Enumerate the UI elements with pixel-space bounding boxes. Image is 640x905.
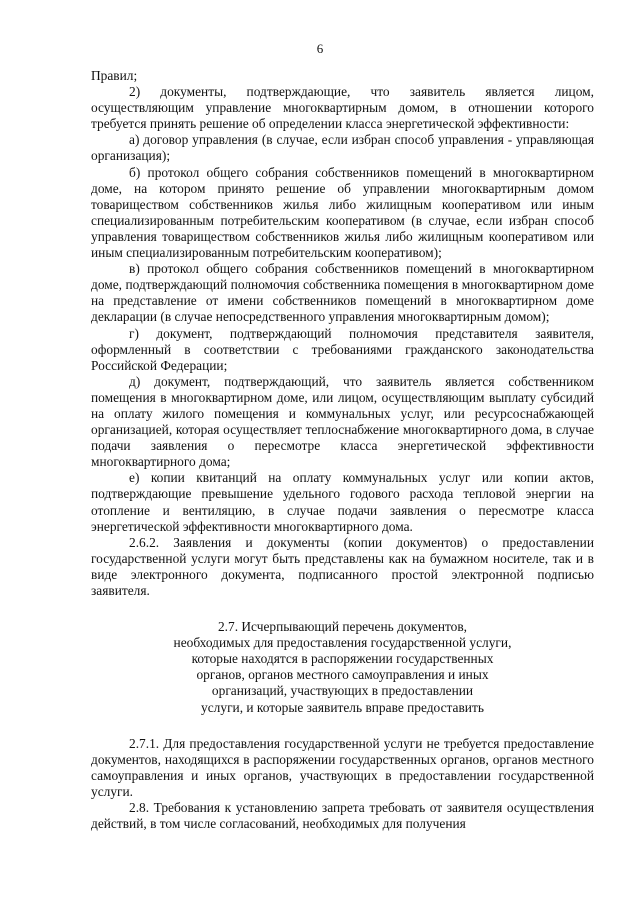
heading-line: органов, органов местного самоуправления и иных: [196, 667, 489, 683]
paragraph-item-2: 2) документы, подтверждающие, что заявитель является лицом, осуществляющим управление многоквартирным домом, в отношении которого требуется принять решение об определении класса энергетической эффективности:: [91, 84, 594, 132]
paragraph-item-b: б) протокол общего собрания собственников помещений в многоквартирном доме, на котором принято решение об управлении многоквартирным домом товариществом собственников жилья либо жилищным кооперативом или иным специализированным потребительским кооперативом (в случае, если избран способ управления товариществом собственников жилья либо жилищным кооперативом или иным специализированным потребительским кооперативом);: [91, 164, 594, 261]
paragraph-rules-end: Правил;: [91, 68, 138, 83]
page-number: 6: [316, 41, 324, 56]
paragraph-2-8: 2.8. Требования к установлению запрета требовать от заявителя осуществления действий, в том числе согласований, необходимых для получения: [91, 800, 594, 832]
paragraph-item-e: е) копии квитанций на оплату коммунальных услуг или копии актов, подтверждающие превышение удельного годового расхода тепловой энергии на отопление и вентиляцию, в случае подачи заявления о пересмотре класса энергетической эффективности многоквартирного дома.: [91, 470, 594, 534]
paragraph-item-a: а) договор управления (в случае, если избран способ управления - управляющая организация);: [91, 132, 594, 164]
heading-line: 2.7. Исчерпывающий перечень документов,: [217, 619, 468, 635]
paragraph-2-7-1: 2.7.1. Для предоставления государственной услуги не требуется предоставление документов, находящихся в распоряжении государственных органов, органов местного самоуправления и иных органов, участвующих в предоставлении государственной услуги.: [91, 735, 594, 799]
paragraph-2-6-2: 2.6.2. Заявления и документы (копии документов) о предоставлении государственной услуги могут быть представлены как на бумажном носителе, так и в виде электронного документа, подписанного простой электронной подписью заявителя.: [91, 534, 594, 598]
paragraph-item-g: г) документ, подтверждающий полномочия представителя заявителя, оформленный в соответствии с требованиями гражданского законодательства Российской Федерации;: [91, 325, 594, 373]
heading-line: организаций, участвующих в предоставлении: [211, 683, 474, 699]
heading-line: услуги, и которые заявитель вправе предоставить: [201, 699, 484, 715]
paragraph-item-v: в) протокол общего собрания собственников помещений в многоквартирном доме, подтверждающий полномочия собственника помещения в многоквартирном доме на представление от имени собственников помещений в многоквартирном доме декларации (в случае непосредственного управления многоквартирным домом);: [91, 261, 594, 325]
document-body: [91, 68, 594, 832]
paragraph-item-d: д) документ, подтверждающий, что заявитель является собственником помещения в многоквартирном доме, или лицом, осуществляющим выплату субсидий на оплату жилого помещения и коммунальных услуг, или ресурсоснабжающей организацией, которая осуществляет теплоснабжение многоквартирного дома, в случае подачи заявления о пересмотре класса энергетической эффективности многоквартирного дома;: [91, 373, 594, 470]
section-heading-2-7: [91, 619, 594, 716]
heading-line: которые находятся в распоряжении государственных: [191, 651, 494, 667]
heading-line: необходимых для предоставления государственной услуги,: [173, 635, 512, 651]
